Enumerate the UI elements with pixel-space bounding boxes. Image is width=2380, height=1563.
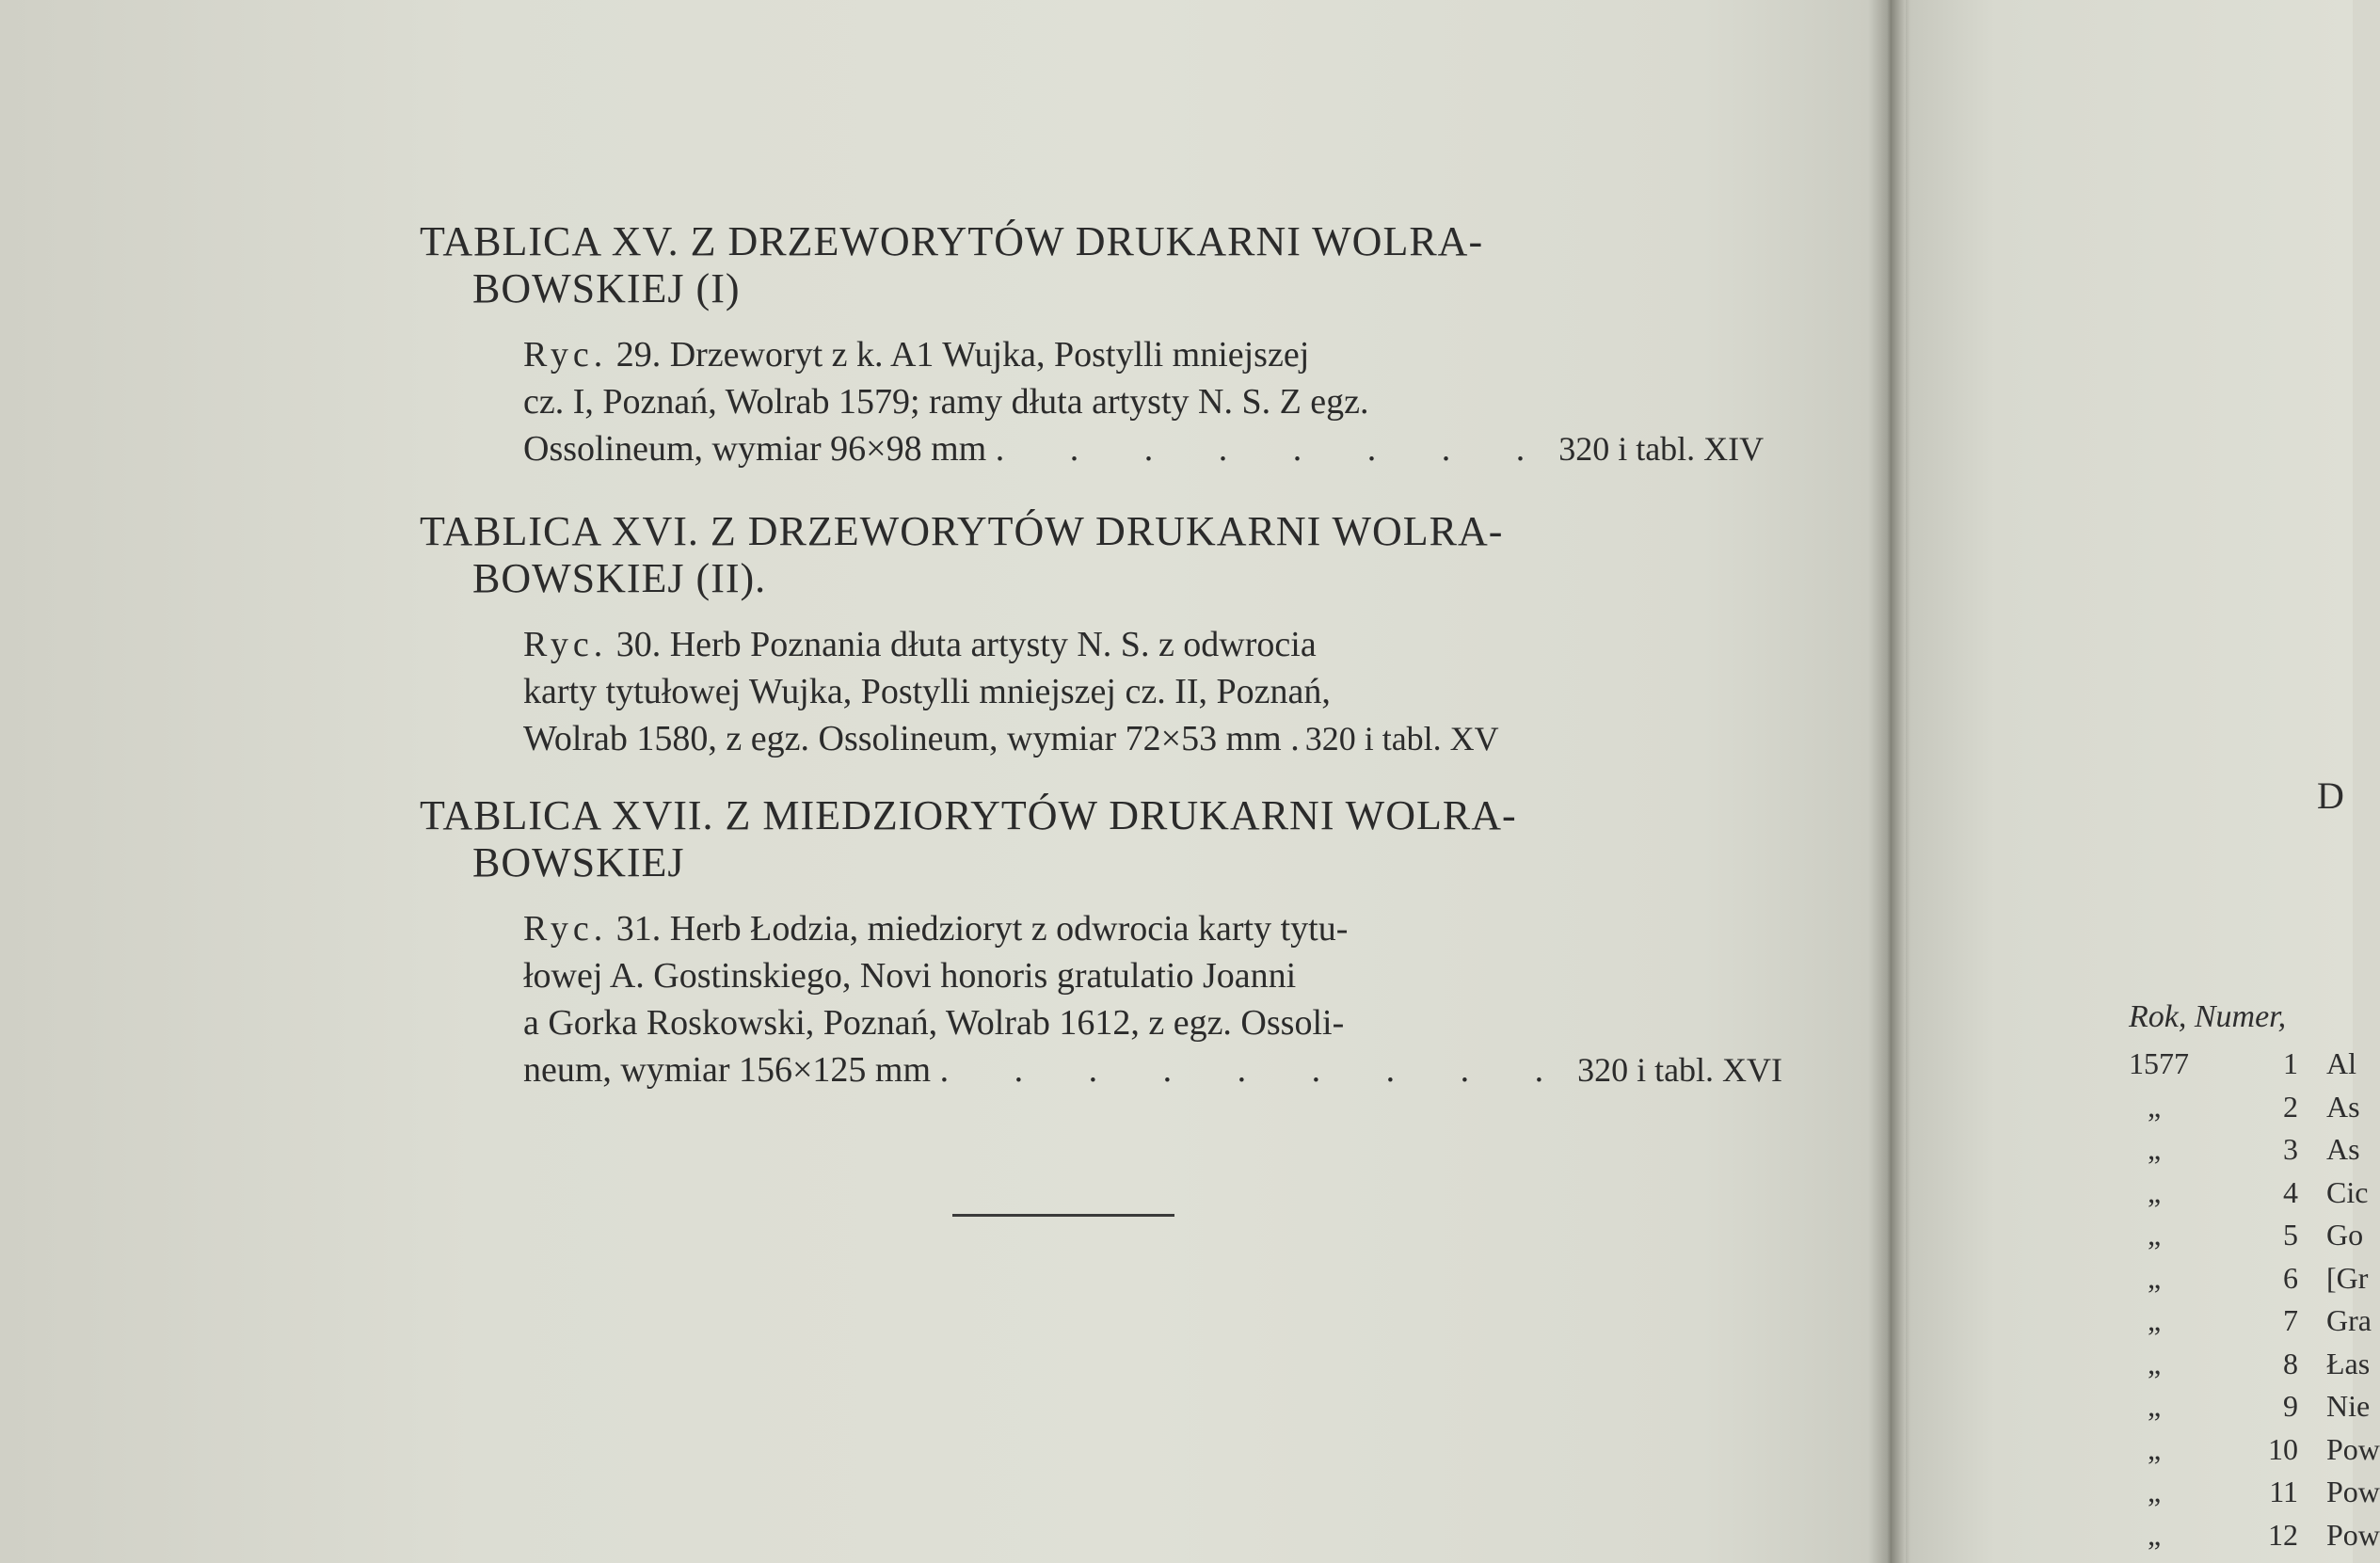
row-number: 12	[2268, 1518, 2298, 1552]
right-page-heading-fragment: D	[2317, 774, 2344, 817]
heading-line: BOWSKIEJ (II).	[472, 555, 767, 601]
description-line: karty tytułowej Wujka, Postylli mniejszej cz. II, Poznań,	[523, 672, 1331, 711]
page-reference: 320 i tabl. XIV	[1558, 430, 1765, 468]
row-year: „	[2148, 1389, 2162, 1423]
heading-line: TABLICA XVI. Z DRZEWORYTÓW DRUKARNI WOLRA-	[420, 508, 1504, 554]
description-line: 30. Herb Poznania dłuta artysty N. S. z odwrocia	[615, 625, 1317, 664]
section-end-rule	[952, 1214, 1174, 1217]
description-line: 31. Herb Łodzia, miedzioryt z odwrocia karty tytu-	[615, 909, 1349, 949]
description-line: łowej A. Gostinskiego, Novi honoris gratulatio Joanni	[523, 956, 1297, 996]
list-row	[2129, 1046, 2356, 1081]
leader-dots: . . . . . . . .	[995, 429, 1554, 469]
leader-dots: . . . . . . . . .	[939, 1050, 1573, 1090]
list-row	[2129, 1132, 2360, 1167]
plate-description	[420, 331, 1765, 472]
description-line: Ossolineum, wymiar 96×98 mm	[523, 429, 987, 469]
row-title: Łas	[2326, 1347, 2371, 1380]
ryc-label: Ryc.	[523, 625, 608, 664]
row-year: „	[2148, 1218, 2162, 1252]
plate-description	[420, 905, 1783, 1093]
table-header: Rok, Numer,	[2129, 999, 2287, 1034]
heading-line: BOWSKIEJ (I)	[472, 265, 741, 311]
description-line: cz. I, Poznań, Wolrab 1579; ramy dłuta artysty N. S. Z egz.	[523, 382, 1369, 422]
row-title: Pow	[2326, 1518, 2380, 1552]
heading-line: BOWSKIEJ	[472, 839, 685, 885]
plate-description	[420, 621, 1653, 762]
leader-dots: .	[1290, 719, 1300, 758]
row-year: „	[2148, 1347, 2162, 1380]
row-title: [Gr	[2326, 1261, 2369, 1295]
book-gutter	[1868, 0, 1910, 1563]
page-reference: 320 i tabl. XVI	[1577, 1051, 1783, 1089]
plate-heading	[420, 508, 1756, 602]
description-line: Wolrab 1580, z egz. Ossolineum, wymiar 72×53 mm	[523, 719, 1282, 758]
row-year: „	[2148, 1432, 2162, 1466]
row-number: 6	[2283, 1261, 2298, 1295]
plate-entry-xv	[420, 218, 1765, 472]
list-row	[2129, 1175, 2368, 1210]
list-row	[2129, 1432, 2380, 1467]
row-title: Pow	[2326, 1432, 2380, 1466]
row-number: 9	[2283, 1389, 2298, 1423]
row-year: „	[2148, 1475, 2162, 1508]
heading-line: TABLICA XV. Z DRZEWORYTÓW DRUKARNI WOLRA-	[420, 218, 1484, 264]
plate-heading	[420, 792, 1756, 886]
row-year: „	[2148, 1261, 2162, 1295]
description-line: neum, wymiar 156×125 mm	[523, 1050, 932, 1090]
row-number: 4	[2283, 1175, 2298, 1209]
row-number: 5	[2283, 1218, 2298, 1252]
list-row	[2129, 1347, 2370, 1381]
list-row	[2129, 1090, 2360, 1124]
list-row	[2129, 1475, 2380, 1509]
ryc-label: Ryc.	[523, 909, 608, 949]
ryc-label: Ryc.	[523, 335, 608, 375]
row-year: „	[2148, 1518, 2162, 1552]
row-number: 11	[2269, 1475, 2298, 1508]
list-row	[2129, 1303, 2372, 1338]
plate-entry-xvi	[420, 508, 1756, 762]
plate-heading	[420, 218, 1756, 312]
row-title: As	[2326, 1090, 2360, 1124]
heading-line: TABLICA XVII. Z MIEDZIORYTÓW DRUKARNI WOLRA-	[420, 792, 1517, 838]
row-number: 10	[2268, 1432, 2298, 1466]
list-row	[2129, 1218, 2363, 1252]
row-title: Pow	[2326, 1475, 2380, 1508]
plate-entry-xvii	[420, 792, 1783, 1093]
row-number: 2	[2283, 1090, 2298, 1124]
row-year: „	[2148, 1132, 2162, 1166]
list-row	[2129, 1389, 2370, 1424]
row-year: „	[2148, 1090, 2162, 1124]
row-title: Nie	[2326, 1389, 2371, 1423]
list-row	[2129, 1518, 2380, 1553]
row-number: 1	[2283, 1046, 2298, 1080]
row-title: Go	[2326, 1218, 2364, 1252]
row-year: 1577	[2129, 1046, 2189, 1080]
row-number: 8	[2283, 1347, 2298, 1380]
row-title: Al	[2326, 1046, 2356, 1080]
row-year: „	[2148, 1175, 2162, 1209]
row-year: „	[2148, 1303, 2162, 1337]
row-number: 7	[2283, 1303, 2298, 1337]
page-reference: 320 i tabl. XV	[1304, 720, 1499, 758]
list-row	[2129, 1261, 2368, 1296]
row-title: Gra	[2326, 1303, 2372, 1337]
row-title: Cic	[2326, 1175, 2369, 1209]
description-line: a Gorka Roskowski, Poznań, Wolrab 1612, z egz. Ossoli-	[523, 1003, 1345, 1043]
description-line: 29. Drzeworyt z k. A1 Wujka, Postylli mniejszej	[615, 335, 1310, 375]
row-number: 3	[2283, 1132, 2298, 1166]
row-title: As	[2326, 1132, 2360, 1166]
